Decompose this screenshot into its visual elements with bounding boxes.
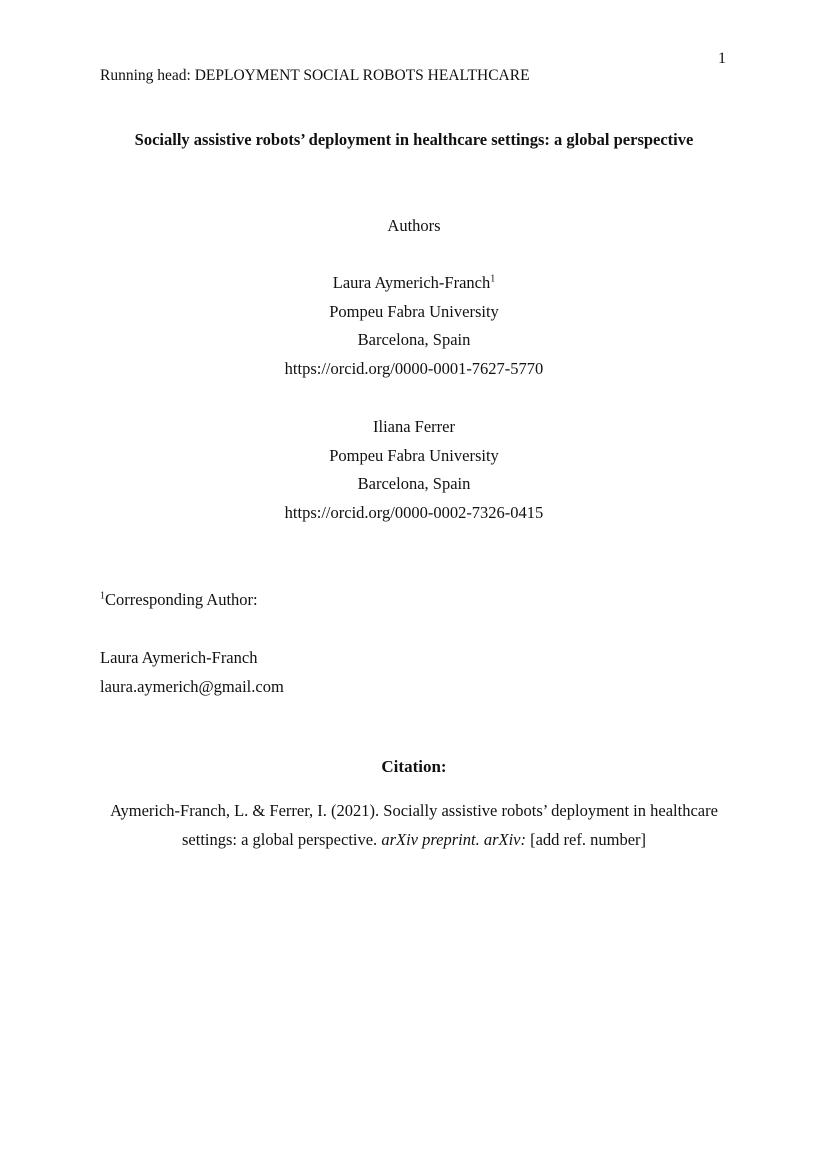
author-1-name-text: Laura Aymerich-Franch bbox=[332, 273, 491, 292]
paper-title: Socially assistive robots’ deployment in healthcare settings: a global perspective bbox=[134, 130, 694, 149]
author-1-location: Barcelona, Spain bbox=[357, 330, 471, 349]
citation-line-2-italic: arXiv preprint. arXiv: bbox=[381, 830, 526, 849]
citation-line-1: Aymerich-Franch, L. & Ferrer, I. (2021). Socially assistive robots’ deployment in healthcare bbox=[110, 801, 718, 820]
citation-line-2 bbox=[0, 830, 828, 850]
citation-heading: Citation: bbox=[381, 757, 447, 776]
author-2-orcid: https://orcid.org/0000-0002-7326-0415 bbox=[284, 503, 544, 522]
authors-label: Authors bbox=[387, 216, 441, 235]
author-1-orcid: https://orcid.org/0000-0001-7627-5770 bbox=[284, 359, 544, 378]
author-2-location: Barcelona, Spain bbox=[357, 474, 471, 493]
author-1-name bbox=[0, 273, 828, 293]
author-1-affiliation: Pompeu Fabra University bbox=[329, 302, 499, 321]
citation-line-2-prefix: settings: a global perspective. bbox=[181, 830, 382, 849]
running-head: Running head: DEPLOYMENT SOCIAL ROBOTS HEALTHCARE bbox=[100, 67, 530, 84]
page-number: 1 bbox=[718, 50, 726, 67]
author-2-name: Iliana Ferrer bbox=[373, 417, 455, 436]
citation-line-2-suffix: [add ref. number] bbox=[525, 830, 647, 849]
corresponding-author-email: laura.aymerich@gmail.com bbox=[100, 677, 284, 696]
corresponding-label-text: Corresponding Author: bbox=[105, 590, 258, 609]
corresponding-superscript: 1 bbox=[100, 590, 105, 602]
author-1-superscript: 1 bbox=[490, 273, 496, 285]
author-2-affiliation: Pompeu Fabra University bbox=[329, 446, 499, 465]
corresponding-author-label bbox=[100, 590, 258, 610]
corresponding-author-name: Laura Aymerich-Franch bbox=[100, 648, 258, 667]
